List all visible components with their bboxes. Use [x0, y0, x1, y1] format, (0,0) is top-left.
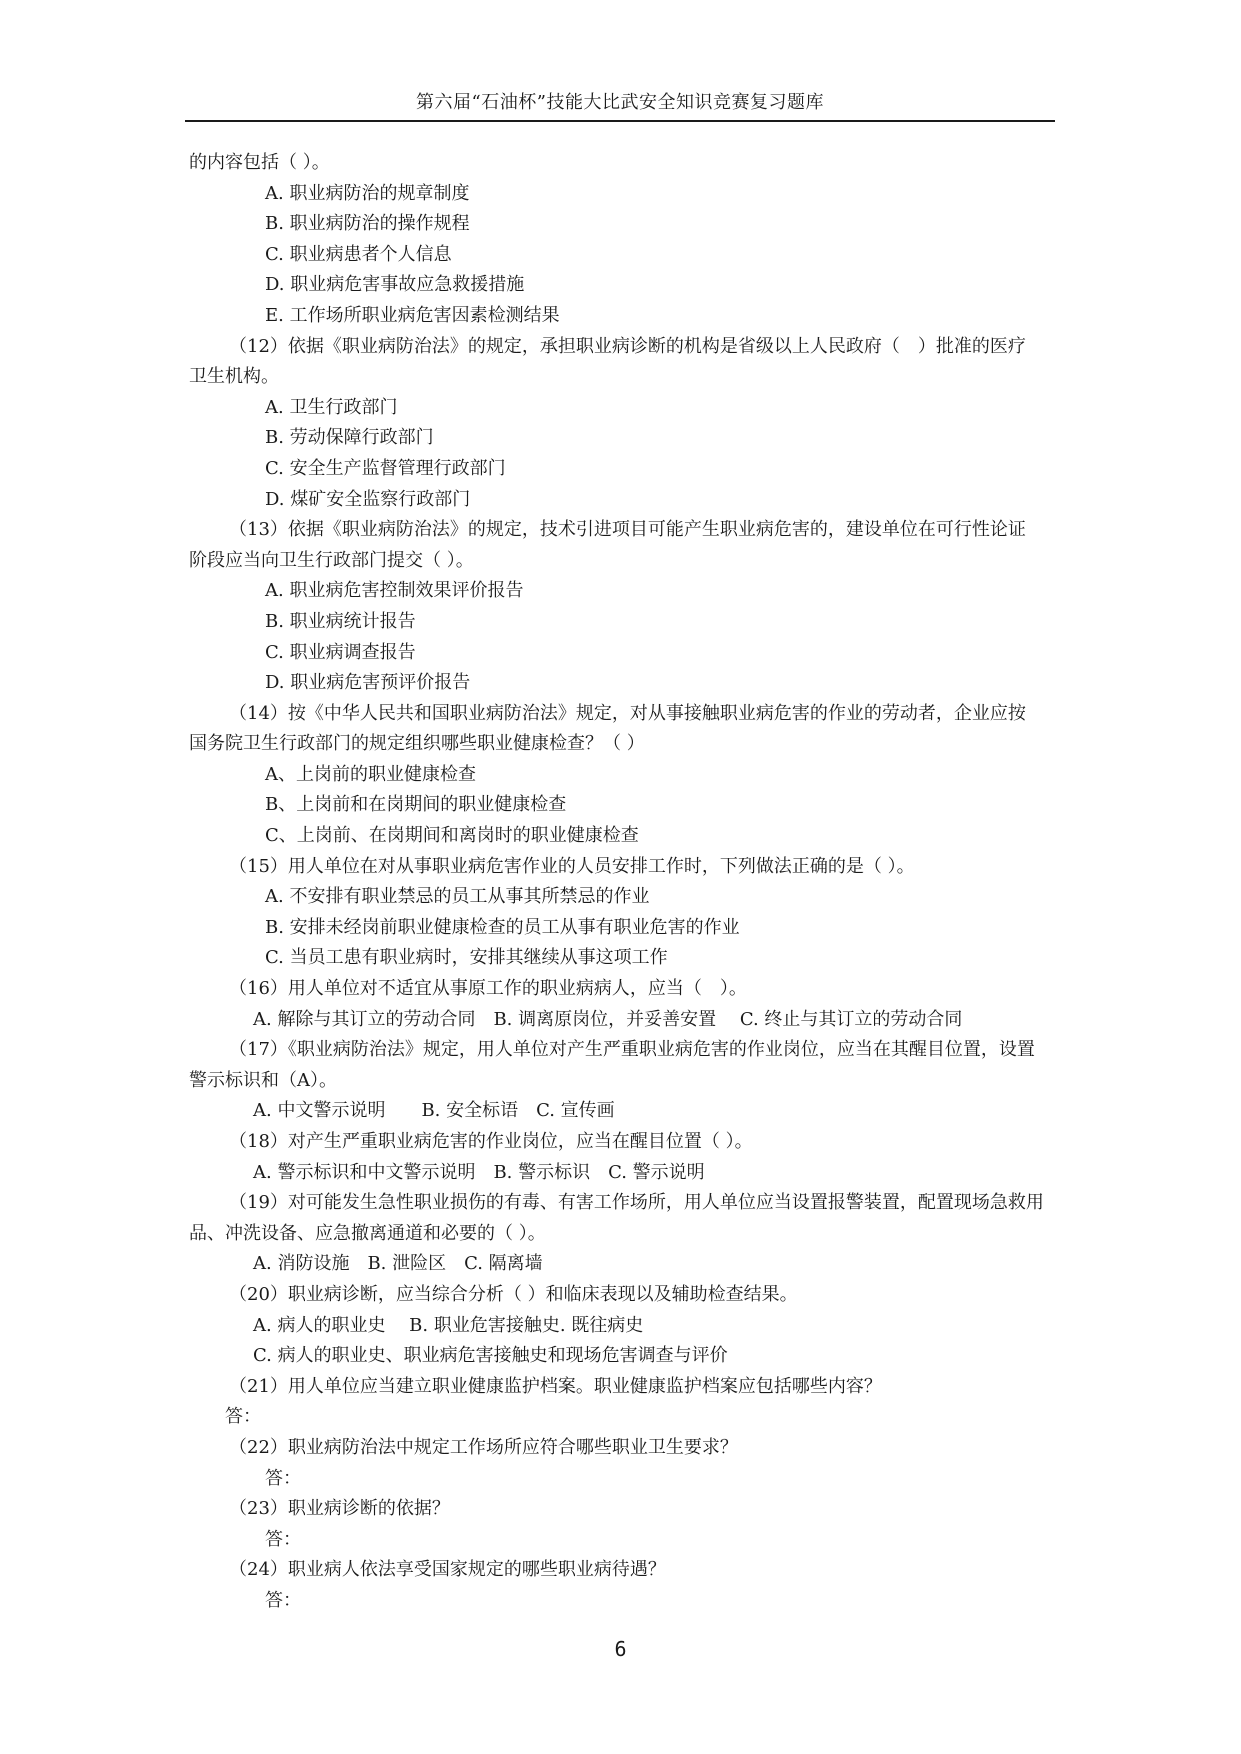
- text-line: （22）职业病防治法中规定工作场所应符合哪些职业卫生要求？: [229, 1436, 738, 1458]
- text-line: A. 警示标识和中文警示说明 B. 警示标识 C. 警示说明: [253, 1161, 705, 1183]
- text-line: A. 职业病危害控制效果评价报告: [265, 580, 524, 602]
- text-line: D. 职业病危害预评价报告: [265, 672, 471, 694]
- text-line: C. 职业病患者个人信息: [265, 243, 452, 265]
- text-line: 警示标识和（A）。: [189, 1069, 337, 1091]
- text-line: （14）按《中华人民共和国职业病防治法》规定，对从事接触职业病危害的作业的劳动者，企业应按: [229, 702, 1026, 724]
- text-line: A、上岗前的职业健康检查: [265, 763, 476, 785]
- text-line: B、上岗前和在岗期间的职业健康检查: [265, 794, 567, 816]
- text-line: （15）用人单位在对从事职业病危害作业的人员安排工作时，下列做法正确的是（ ）。: [229, 855, 915, 877]
- text-line: 答：: [265, 1528, 301, 1550]
- text-line: A. 中文警示说明 B. 安全标语 C. 宣传画: [253, 1100, 615, 1122]
- text-line: 答：: [225, 1406, 261, 1428]
- document-body: [189, 148, 1089, 1617]
- header-rule: [185, 120, 1055, 122]
- text-line: A. 不安排有职业禁忌的员工从事其所禁忌的作业: [265, 886, 650, 908]
- text-line: B. 劳动保障行政部门: [265, 427, 434, 449]
- text-line: A. 解除与其订立的劳动合同 B. 调离原岗位，并妥善安置 C. 终止与其订立的劳动合同: [253, 1008, 963, 1030]
- text-line: （20）职业病诊断，应当综合分析（ ）和临床表现以及辅助检查结果。: [229, 1283, 798, 1305]
- text-line: B. 职业病防治的操作规程: [265, 213, 470, 235]
- text-line: 品、冲洗设备、应急撤离通道和必要的（ ）。: [189, 1222, 546, 1244]
- text-line: 的内容包括（ ）。: [189, 152, 330, 173]
- text-line: （13）依据《职业病防治法》的规定，技术引进项目可能产生职业病危害的，建设单位在可行性论证: [229, 519, 1026, 541]
- text-line: A. 病人的职业史 B. 职业危害接触史. 既往病史: [253, 1314, 644, 1336]
- text-line: D. 职业病危害事故应急救援措施: [265, 274, 525, 296]
- text-line: C. 病人的职业史、职业病危害接触史和现场危害调查与评价: [253, 1345, 728, 1367]
- text-line: （12）依据《职业病防治法》的规定，承担职业病诊断的机构是省级以上人民政府（ ）批准的医疗: [229, 335, 1026, 357]
- text-line: （18）对产生严重职业病危害的作业岗位，应当在醒目位置（ ）。: [229, 1131, 753, 1152]
- text-line: （17）《职业病防治法》规定，用人单位对产生严重职业病危害的作业岗位，应当在其醒目位置，设置: [229, 1039, 1035, 1061]
- text-line: A. 消防设施 B. 泄险区 C. 隔离墙: [253, 1253, 543, 1275]
- page-header-title: 第六届“石油杯”技能大比武安全知识竞赛复习题库: [416, 92, 824, 113]
- text-line: D. 煤矿安全监察行政部门: [265, 488, 471, 510]
- text-line: A. 卫生行政部门: [265, 396, 398, 418]
- text-line: C. 职业病调查报告: [265, 641, 416, 663]
- text-line: E. 工作场所职业病危害因素检测结果: [265, 304, 560, 326]
- text-line: 答：: [265, 1467, 301, 1489]
- text-line: （23）职业病诊断的依据？: [229, 1498, 450, 1520]
- text-line: A. 职业病防治的规章制度: [265, 182, 470, 204]
- text-line: C. 安全生产监督管理行政部门: [265, 457, 506, 479]
- text-line: （16）用人单位对不适宜从事原工作的职业病病人，应当（ ）。: [229, 978, 747, 1000]
- text-line: C、上岗前、在岗期间和离岗时的职业健康检查: [265, 825, 639, 847]
- text-line: 卫生机构。: [189, 366, 279, 388]
- text-line: B. 安排未经岗前职业健康检查的员工从事有职业危害的作业: [265, 916, 740, 938]
- text-line: （24）职业病人依法享受国家规定的哪些职业病待遇？: [229, 1559, 666, 1581]
- page-number: 6: [614, 1637, 627, 1661]
- text-line: C. 当员工患有职业病时，安排其继续从事这项工作: [265, 947, 668, 969]
- text-line: 答：: [265, 1589, 301, 1611]
- text-line: 阶段应当向卫生行政部门提交（ ）。: [189, 549, 474, 571]
- text-line: 国务院卫生行政部门的规定组织哪些职业健康检查？（ ）: [189, 733, 645, 755]
- text-line: （21）用人单位应当建立职业健康监护档案。职业健康监护档案应包括哪些内容？: [229, 1375, 882, 1397]
- text-line: （19）对可能发生急性职业损伤的有毒、有害工作场所，用人单位应当设置报警装置，配置现场急救用: [229, 1192, 1044, 1214]
- text-line: B. 职业病统计报告: [265, 610, 416, 632]
